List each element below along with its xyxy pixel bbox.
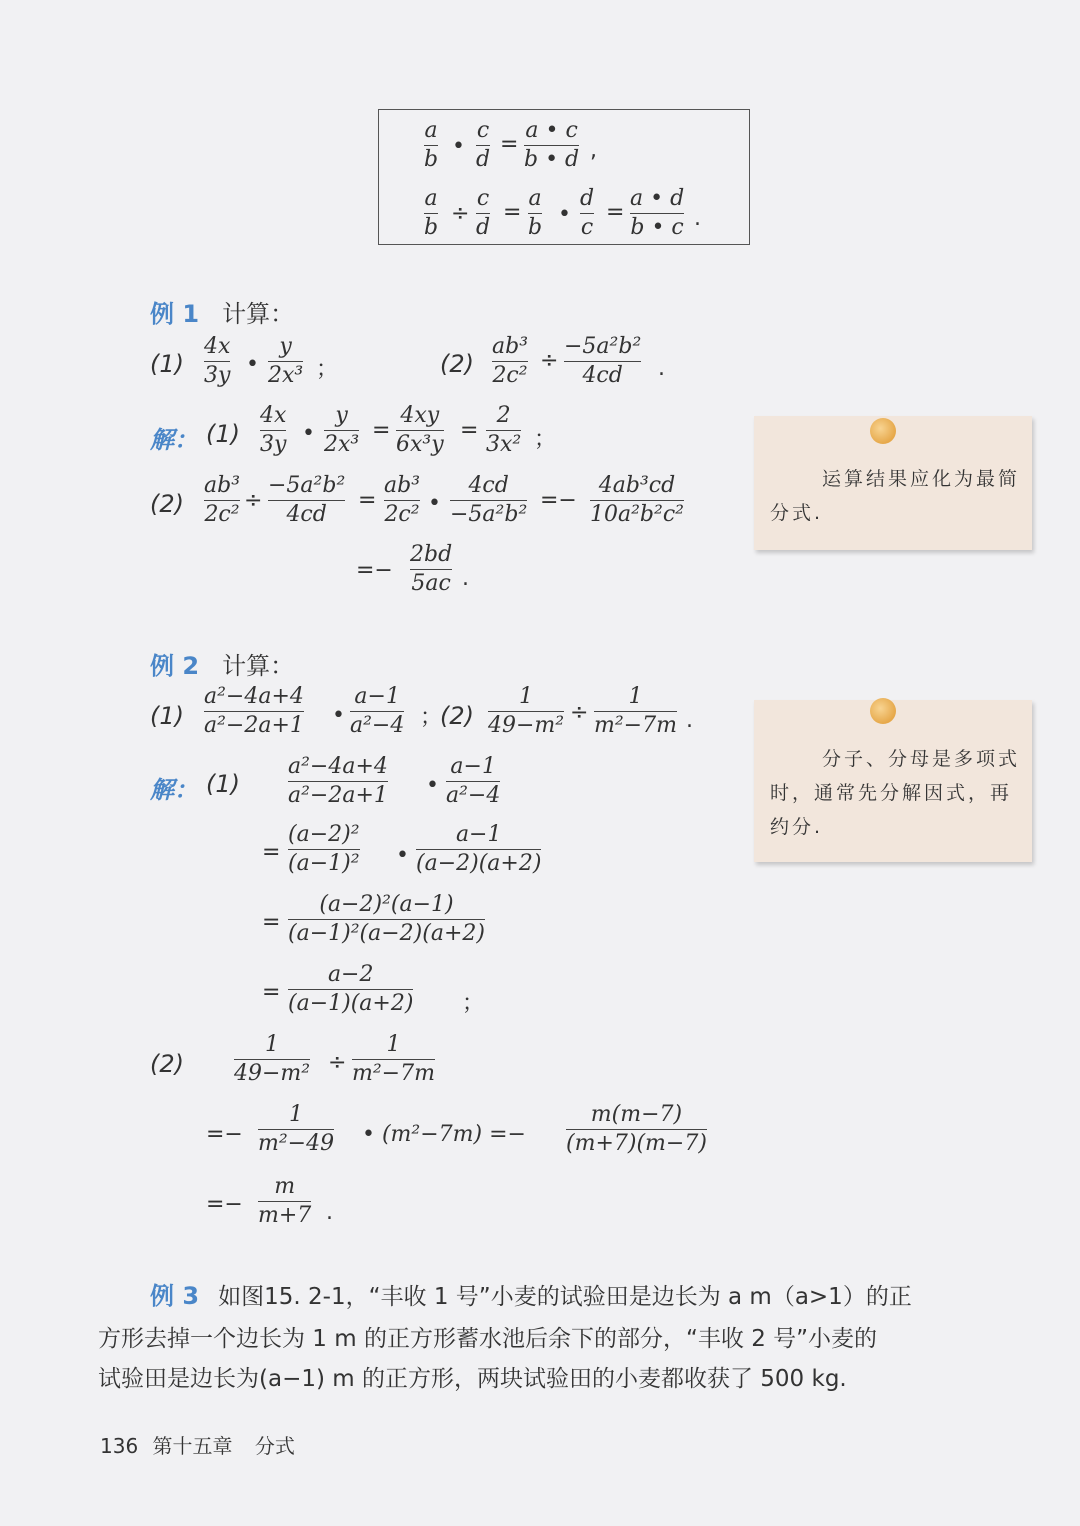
frac-den: b (528, 215, 543, 241)
frac-num: (a−2)²(a−1) (319, 892, 454, 917)
frac-num: a−1 (354, 684, 400, 709)
page-footer (100, 1430, 295, 1459)
frac-num: −5a²b² (564, 334, 642, 359)
frac-den: b (424, 147, 439, 173)
pushpin-icon (870, 698, 896, 724)
frac-num: d (580, 186, 595, 211)
solution-part-label: (2) (150, 1050, 184, 1078)
frac-den: a²−4 (446, 783, 501, 809)
punct: . (694, 206, 701, 231)
punct: ； (534, 427, 557, 452)
frac-den: m²−49 (258, 1131, 335, 1157)
frac-num: a • d (630, 186, 685, 211)
frac-den: b • d (524, 147, 580, 173)
frac-den: −5a²b² (450, 502, 528, 528)
frac-num: y (335, 403, 348, 428)
frac-num: 4cd (468, 473, 509, 498)
frac-num: a−2 (327, 962, 374, 987)
frac-num: y (279, 334, 292, 359)
punct: ； (316, 357, 339, 382)
frac-den: 2x³ (268, 363, 304, 389)
frac-num: 1 (386, 1032, 401, 1057)
example-title: 计算： (222, 652, 295, 680)
solution-label: 解： (150, 426, 198, 454)
frac-num: a • c (525, 118, 578, 143)
frac-den: 2x³ (324, 432, 360, 458)
solution-label: 解： (150, 776, 198, 804)
frac-num: 1 (519, 684, 534, 709)
example-3-paragraph (98, 1276, 1038, 1399)
frac-num: ab³ (204, 473, 241, 498)
frac-den: 3y (260, 432, 287, 458)
frac-num: c (476, 186, 490, 211)
frac-den: 49−m² (488, 713, 565, 739)
frac-den: 2c² (384, 502, 420, 528)
frac-num: m (274, 1174, 296, 1199)
frac-den: (a−1)(a+2) (288, 991, 414, 1017)
frac-num: c (476, 118, 490, 143)
frac-num: a (528, 186, 542, 211)
frac-den: a²−2a+1 (204, 713, 304, 739)
frac-num: 1 (628, 684, 643, 709)
frac-den: 2c² (204, 502, 240, 528)
frac-num: 4ab³cd (598, 473, 676, 498)
frac-den: d (476, 147, 491, 173)
frac-num: 4xy (400, 403, 440, 428)
frac-num: a²−4a+4 (288, 754, 388, 779)
note-2-text: 分子、分母是多项式时，通常先分解因式，再约分. (770, 748, 1021, 838)
paragraph-line: 如图15. 2-1，“丰收 1 号”小麦的试验田是边长为 a m（a>1）的正 (218, 1284, 912, 1310)
example-number: 例 3 (150, 1282, 200, 1310)
frac-den: 2c² (492, 363, 528, 389)
example-number: 例 2 (150, 652, 200, 680)
solution-part-label: (1) (206, 420, 240, 448)
solution-part-label: (1) (206, 770, 240, 798)
frac-den: m²−7m (352, 1061, 435, 1087)
frac-num: 1 (265, 1032, 280, 1057)
punct: , (590, 138, 597, 163)
example-2-heading (150, 646, 294, 681)
frac-num: m(m−7) (590, 1102, 683, 1127)
punct: . (658, 356, 665, 381)
problem-label: (2) (440, 702, 474, 730)
paragraph-line: 方形去掉一个边长为 1 m 的正方形蓄水池后余下的部分，“丰收 2 号”小麦的 (98, 1326, 878, 1352)
frac-num: 4x (204, 334, 231, 359)
frac-den: d (476, 215, 491, 241)
frac-den: 5ac (411, 571, 451, 597)
frac-den: c (580, 215, 594, 241)
paragraph-line: 试验田是边长为(a−1) m 的正方形，两块试验田的小麦都收获了 500 kg. (98, 1366, 847, 1392)
frac-num: 2bd (410, 542, 453, 567)
frac-num: −5a²b² (268, 473, 346, 498)
note-1-text: 运算结果应化为最简分式. (770, 468, 1021, 524)
solution-part-label: (2) (150, 490, 184, 518)
problem-label: (2) (440, 350, 474, 378)
chapter-title: 分式 (254, 1434, 295, 1458)
frac-den: 10a²b²c² (590, 502, 684, 528)
frac-den: b (424, 215, 439, 241)
example-title: 计算： (222, 300, 295, 328)
frac-den: m+7 (258, 1203, 312, 1229)
frac-den: (a−1)²(a−2)(a+2) (288, 921, 485, 947)
pushpin-icon (870, 418, 896, 444)
frac-num: a²−4a+4 (204, 684, 304, 709)
punct: ； (462, 991, 485, 1016)
frac-den: 4cd (582, 363, 623, 389)
inline-expression: • (m²−7m) =− (362, 1122, 526, 1147)
frac-den: 6x³y (396, 432, 444, 458)
frac-num: a−1 (450, 754, 496, 779)
frac-num: ab³ (492, 334, 529, 359)
frac-den: (m+7)(m−7) (566, 1131, 707, 1157)
punct: ； (420, 705, 443, 730)
frac-den: 49−m² (234, 1061, 311, 1087)
frac-den: (a−2)(a+2) (416, 851, 542, 877)
frac-den: (a−1)² (288, 851, 360, 877)
frac-den: 3x² (486, 432, 522, 458)
example-1-heading (150, 294, 294, 329)
example-number: 例 1 (150, 300, 200, 328)
punct: . (686, 708, 693, 733)
frac-num: a (424, 118, 438, 143)
frac-den: b • c (630, 215, 684, 241)
frac-den: 4cd (286, 502, 327, 528)
chapter-number: 第十五章 (152, 1434, 233, 1458)
frac-num: (a−2)² (288, 822, 360, 847)
frac-num: a−1 (455, 822, 502, 847)
frac-den: a²−4 (350, 713, 405, 739)
frac-num: 2 (496, 403, 511, 428)
punct: . (326, 1200, 333, 1225)
problem-label: (1) (150, 702, 184, 730)
page-number: 136 (100, 1434, 139, 1458)
problem-label: (1) (150, 350, 184, 378)
frac-num: a (424, 186, 438, 211)
punct: . (462, 566, 469, 591)
frac-num: ab³ (384, 473, 421, 498)
frac-num: 4x (260, 403, 287, 428)
frac-den: m²−7m (594, 713, 677, 739)
frac-den: a²−2a+1 (288, 783, 388, 809)
frac-num: 1 (289, 1102, 304, 1127)
frac-den: 3y (204, 363, 231, 389)
